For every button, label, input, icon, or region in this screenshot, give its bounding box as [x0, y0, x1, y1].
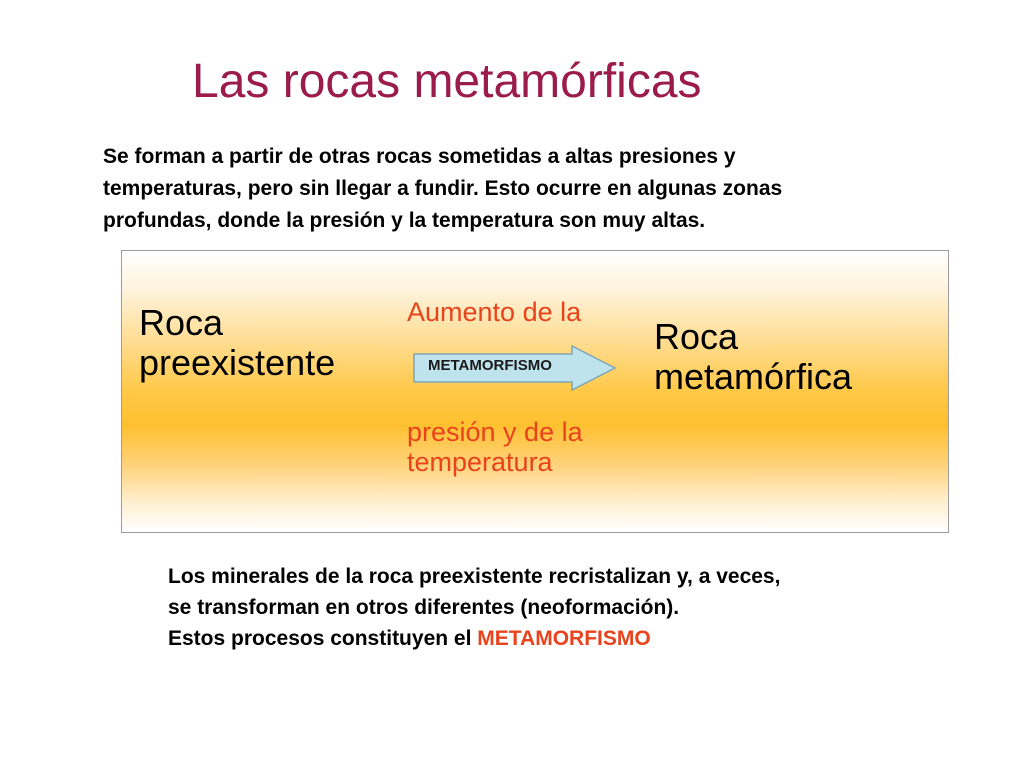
result-rock-line: metamórfica [654, 356, 853, 398]
conclusion-prefix: Estos procesos constituyen el [168, 627, 478, 650]
result-rock-label [654, 317, 852, 398]
intro-line: Se forman a partir de otras rocas sometidas a altas presiones y [103, 145, 736, 168]
condition-top-label: Aumento de la [407, 297, 582, 327]
conclusion-line [168, 623, 988, 654]
source-rock-label [139, 303, 335, 384]
page-title: Las rocas metamórficas [192, 55, 702, 108]
condition-bottom-line: temperatura [407, 447, 553, 478]
metamorphism-arrow [412, 345, 617, 391]
condition-bottom-line: presión y de la [407, 417, 583, 447]
intro-paragraph [103, 141, 983, 237]
intro-line: profundas, donde la presión y la temperatura son muy altas. [103, 209, 706, 232]
metamorfismo-highlight: METAMORFISMO [477, 627, 651, 650]
conclusion-paragraph [168, 561, 988, 654]
conclusion-line: Los minerales de la roca preexistente recristalizan y, a veces, [168, 565, 781, 588]
condition-bottom-label [407, 417, 583, 477]
intro-line: temperaturas, pero sin llegar a fundir. Esto ocurre en algunas zonas [103, 177, 783, 200]
arrow-label: METAMORFISMO [428, 357, 552, 374]
source-rock-line: preexistente [139, 342, 336, 384]
result-rock-line: Roca [654, 316, 739, 357]
conclusion-line: se transforman en otros diferentes (neoformación). [168, 596, 680, 619]
source-rock-line: Roca [139, 302, 224, 343]
metamorphism-diagram [121, 250, 949, 533]
